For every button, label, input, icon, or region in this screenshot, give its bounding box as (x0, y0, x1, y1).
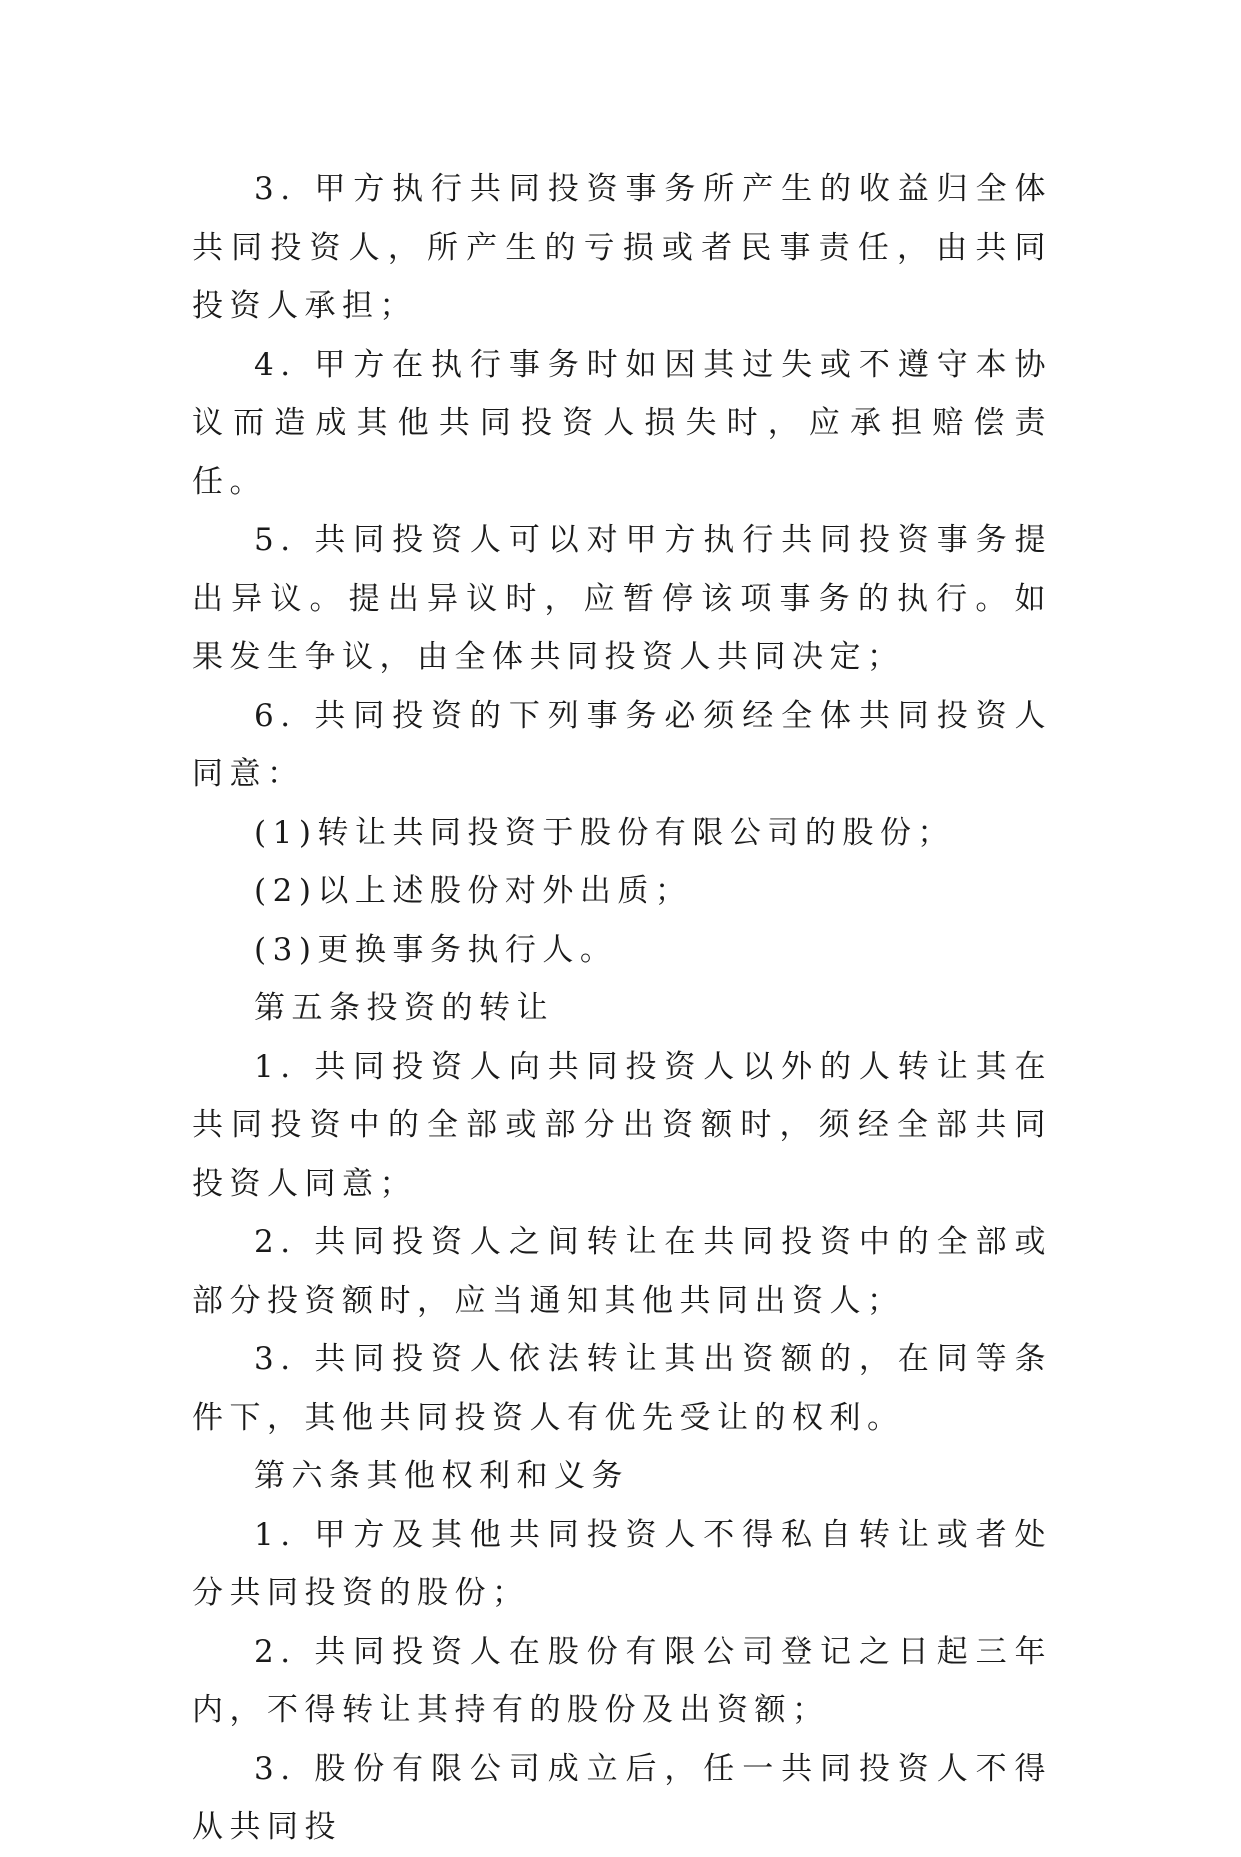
article-5-clause-2: 2. 共同投资人之间转让在共同投资中的全部或部分投资额时，应当通知其他共同出资人； (192, 1224, 1052, 1319)
sub-item-1: (1)转让共同投资于股份有限公司的股份； (254, 814, 955, 851)
clause-6-unanimous-consent: 6. 共同投资的下列事务必须经全体共同投资人同意： (192, 697, 1052, 792)
sub-item-3: (3)更换事务执行人。 (254, 931, 618, 968)
article-6-clause-2: 2. 共同投资人在股份有限公司登记之日起三年内，不得转让其持有的股份及出资额； (192, 1633, 1052, 1728)
sub-item-2: (2)以上述股份对外出质； (254, 873, 693, 909)
document-body (192, 160, 1052, 1857)
article-6-clause-3: 3. 股份有限公司成立后，任一共同投资人不得从共同投 (192, 1750, 1052, 1845)
article-6-clause-1: 1. 甲方及其他共同投资人不得私自转让或者处分共同投资的股份； (192, 1516, 1052, 1611)
article-6-heading: 第六条其他权利和义务 (254, 1458, 629, 1494)
clause-3-profit-loss: 3. 甲方执行共同投资事务所产生的收益归全体共同投资人，所产生的亏损或者民事责任，由共同投资人承担； (192, 171, 1052, 324)
article-5-clause-3: 3. 共同投资人依法转让其出资额的，在同等条件下，其他共同投资人有优先受让的权利。 (192, 1341, 1052, 1436)
clause-4-liability: 4. 甲方在执行事务时如因其过失或不遵守本协议而造成其他共同投资人损失时，应承担赔偿责任。 (192, 346, 1052, 500)
article-5-clause-1: 1. 共同投资人向共同投资人以外的人转让其在共同投资中的全部或部分出资额时，须经全部共同投资人同意； (192, 1048, 1052, 1202)
article-5-heading: 第五条投资的转让 (254, 990, 554, 1026)
clause-5-objection: 5. 共同投资人可以对甲方执行共同投资事务提出异议。提出异议时，应暂停该项事务的执行。如果发生争议，由全体共同投资人共同决定； (192, 522, 1052, 675)
